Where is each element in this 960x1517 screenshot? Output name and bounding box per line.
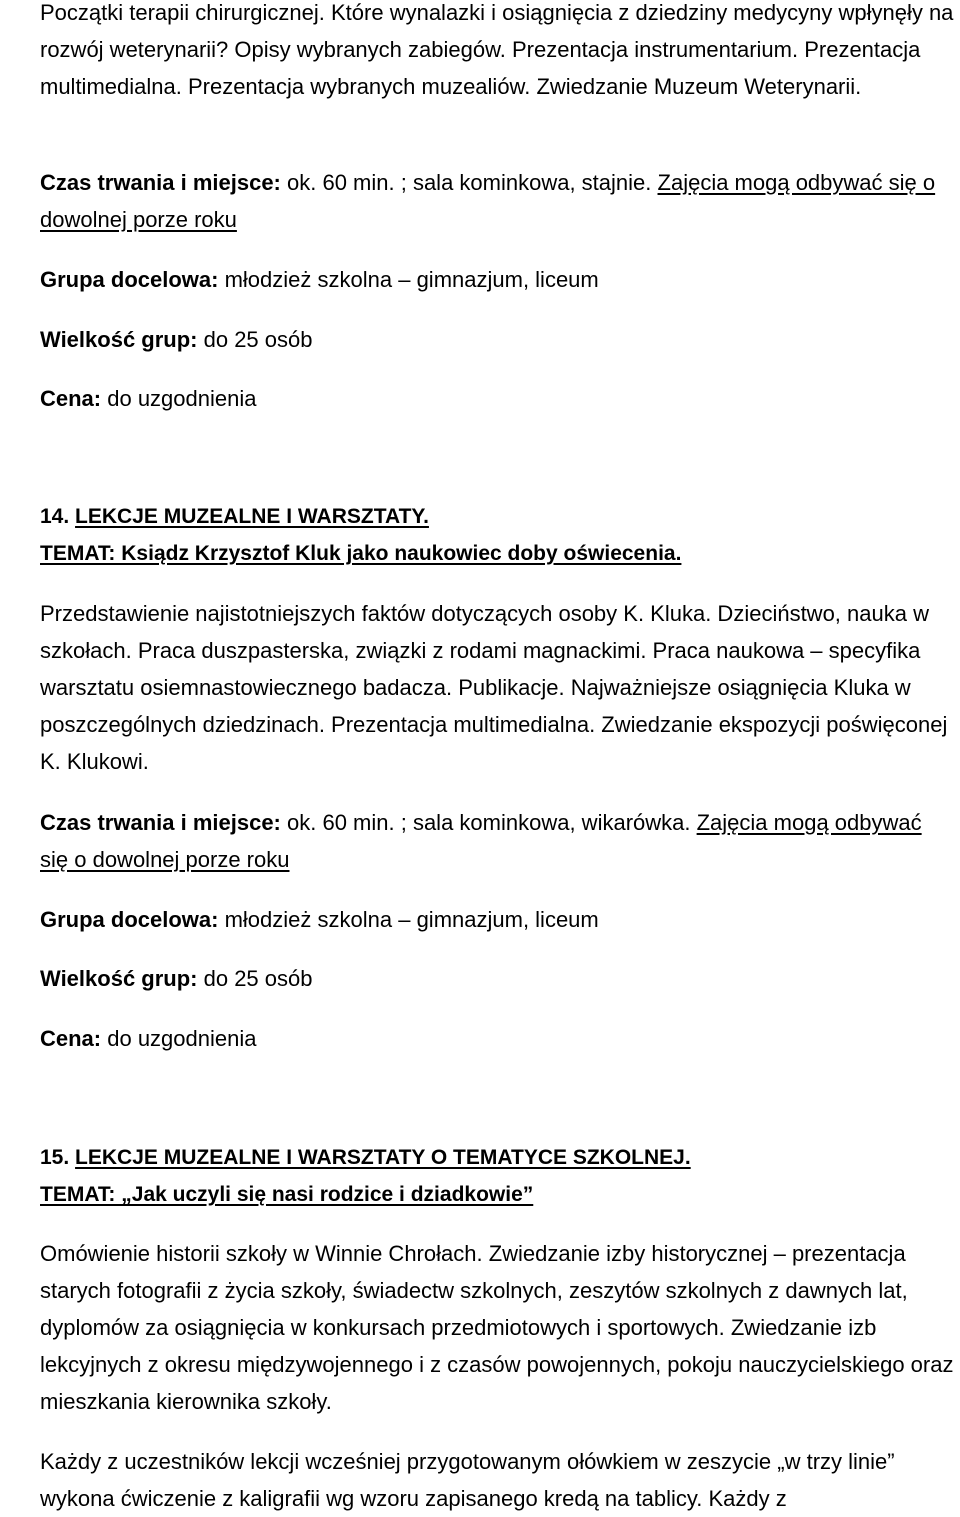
duration-row	[40, 164, 954, 238]
price-label: Cena:	[40, 386, 102, 411]
group-value: młodzież szkolna – gimnazjum, liceum	[218, 267, 599, 292]
group-row	[40, 261, 954, 298]
price-row	[40, 380, 954, 417]
section-14-topic	[40, 535, 954, 572]
price-label: Cena:	[40, 1026, 102, 1051]
section-15-heading	[40, 1139, 954, 1176]
price-value: do uzgodnienia	[101, 386, 257, 411]
duration-label: Czas trwania i miejsce:	[40, 170, 281, 195]
description-text: Przedstawienie najistotniejszych faktów dotyczących osoby K. Kluka. Dzieciństwo, nauka w szkołach. Praca duszpasterska, związki z rodami magnackimi. Praca naukowa – specyfika warsztatu osiemnastowiecznego badacza. Publikacje. Najważniejsze osiągnięcia Kluka w poszczególnych dziedzinach. Prezentacja multimedialna. Zwiedzanie ekspozycji poświęconej K. Klukowi.	[40, 601, 948, 774]
section-14-heading	[40, 498, 954, 535]
group-label: Grupa docelowa:	[40, 907, 219, 932]
section-heading: LEKCJE MUZEALNE I WARSZTATY.	[75, 505, 429, 528]
section-15-description-2	[40, 1443, 954, 1517]
size-row	[40, 321, 954, 358]
size-value: do 25 osób	[197, 966, 313, 991]
section-14-price-row	[40, 1020, 954, 1057]
section-number: 15.	[40, 1146, 70, 1169]
duration-note: Zajęcia mogą odbywać się o dowolnej porze roku	[40, 170, 936, 232]
duration-value: ok. 60 min. ; sala kominkowa, wikarówka.	[280, 810, 697, 835]
group-value: młodzież szkolna – gimnazjum, liceum	[218, 907, 599, 932]
duration-label: Czas trwania i miejsce:	[40, 810, 281, 835]
duration-value: ok. 60 min. ; sala kominkowa, stajnie.	[280, 170, 658, 195]
description-text-2: Każdy z uczestników lekcji wcześniej przygotowanym ołówkiem w zeszycie „w trzy linie” wykona ćwiczenie z kaligrafii wg wzoru zapisanego kredą na tablicy. Każdy z	[40, 1449, 895, 1511]
duration-note: Zajęcia mogą odbywać się o dowolnej porze roku	[40, 810, 922, 872]
section-15-topic	[40, 1176, 954, 1213]
size-label: Wielkość grup:	[40, 966, 198, 991]
topic-text: TEMAT: „Jak uczyli się nasi rodzice i dziadkowie”	[40, 1183, 534, 1206]
section-number: 14.	[40, 505, 70, 528]
size-label: Wielkość grup:	[40, 327, 198, 352]
intro-paragraph	[40, 0, 954, 105]
intro-text: Początki terapii chirurgicznej. Które wynalazki i osiągnięcia z dziedziny medycyny wpłynęły na rozwój weterynarii? Opisy wybranych zabiegów. Prezentacja instrumentarium. Prezentacja multimedialna. Prezentacja wybranych muzealiów. Zwiedzanie Muzeum Weterynarii.	[40, 0, 954, 99]
group-label: Grupa docelowa:	[40, 267, 219, 292]
section-15-description	[40, 1235, 954, 1420]
section-14-description	[40, 595, 954, 780]
size-value: do 25 osób	[197, 327, 313, 352]
description-text: Omówienie historii szkoły w Winnie Chrołach. Zwiedzanie izby historycznej – prezentacja starych fotografii z życia szkoły, świadectw szkolnych, zeszytów szkolnych z dawnych lat, dyplomów za osiągnięcia w konkursach przedmiotowych i sportowych. Zwiedzanie izb lekcyjnych z okresu międzywojennego i z czasów powojennych, pokoju nauczycielskiego oraz mieszkania kierownika szkoły.	[40, 1241, 954, 1414]
section-14-duration-row	[40, 804, 954, 878]
section-14-size-row	[40, 960, 954, 997]
section-heading: LEKCJE MUZEALNE I WARSZTATY O TEMATYCE SZKOLNEJ.	[75, 1146, 691, 1169]
topic-text: TEMAT: Ksiądz Krzysztof Kluk jako naukowiec doby oświecenia.	[40, 542, 682, 565]
price-value: do uzgodnienia	[101, 1026, 257, 1051]
section-14-group-row	[40, 901, 954, 938]
